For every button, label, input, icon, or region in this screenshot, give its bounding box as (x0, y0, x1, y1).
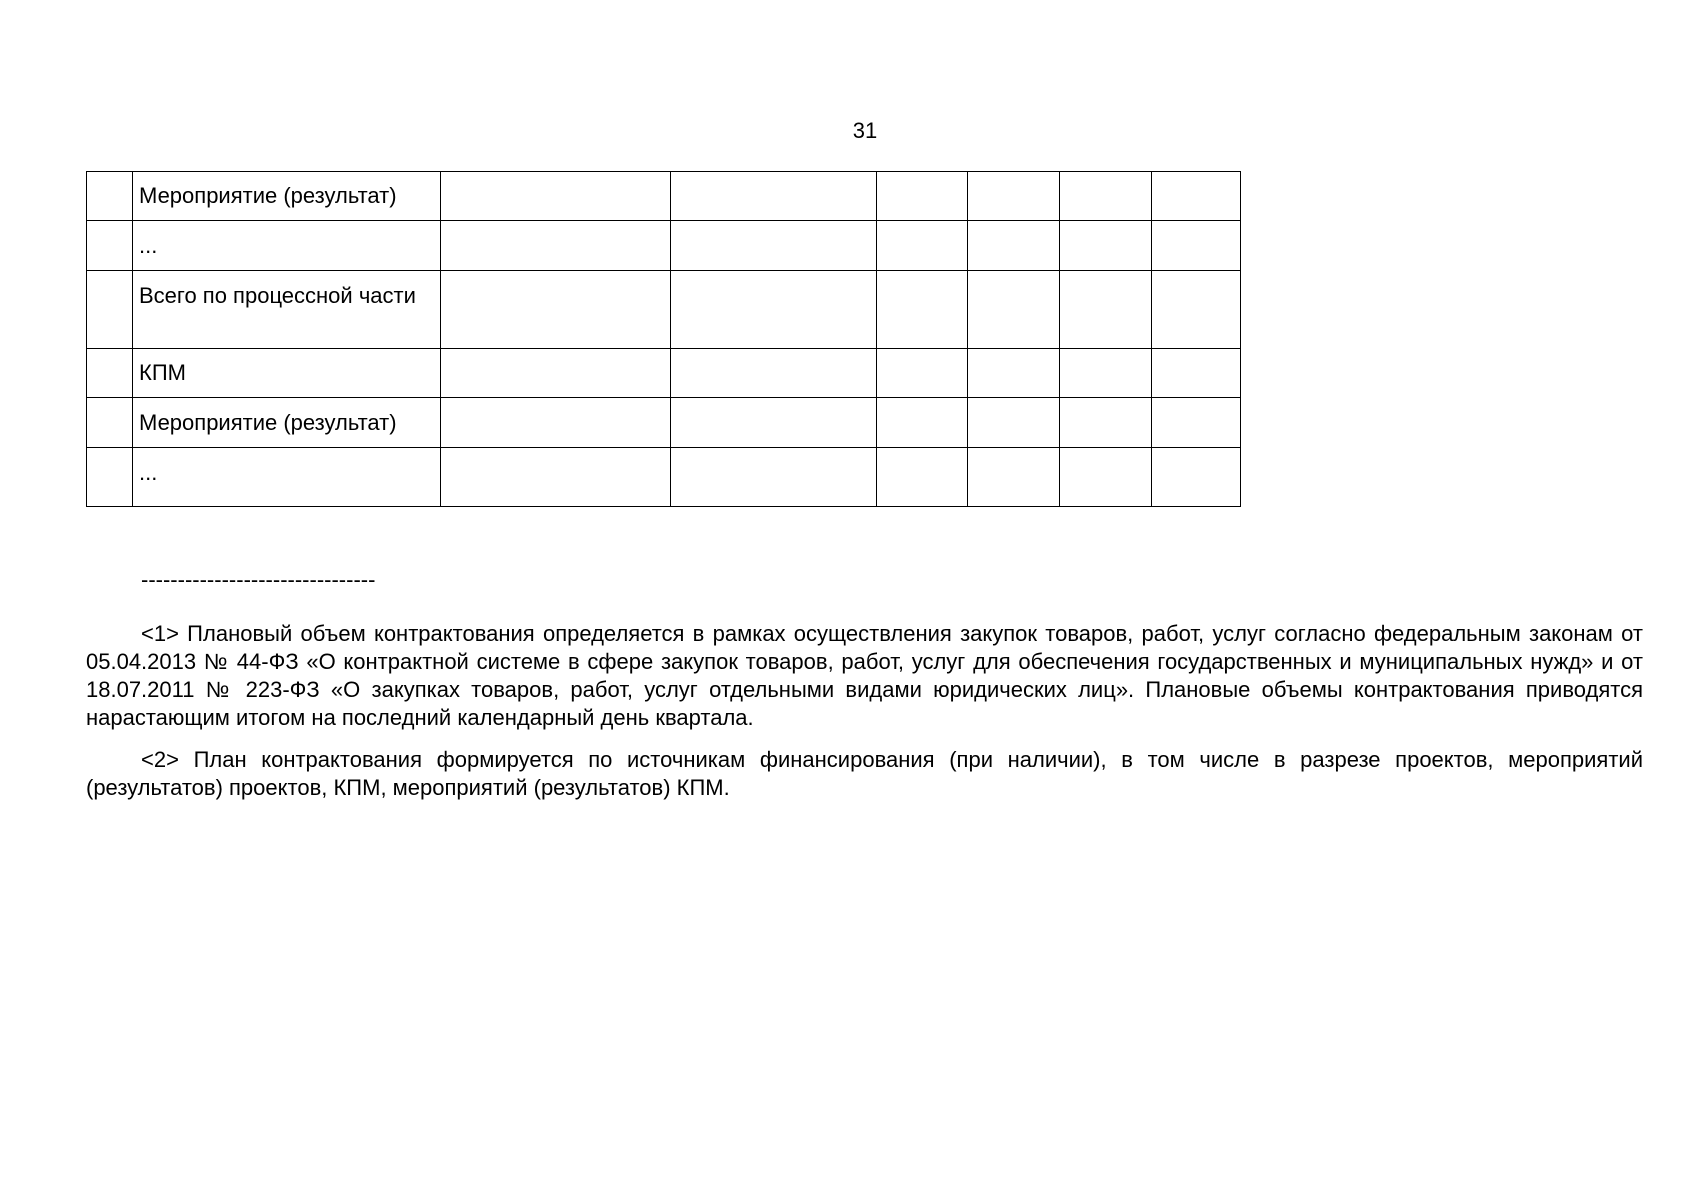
value-cell (671, 221, 877, 271)
value-cell (441, 448, 671, 507)
row-label-cell: ... (133, 221, 441, 271)
page-number: 31 (852, 118, 878, 143)
value-cell (441, 349, 671, 398)
table-row (87, 349, 1241, 398)
value-cell (671, 349, 877, 398)
value-cell (441, 398, 671, 448)
row-number-cell (87, 349, 133, 398)
value-cell (441, 271, 671, 349)
value-cell (968, 172, 1060, 221)
value-cell (1152, 271, 1241, 349)
value-cell (671, 448, 877, 507)
value-cell (877, 349, 968, 398)
value-cell (1152, 349, 1241, 398)
contracting-plan-table (86, 171, 1241, 507)
value-cell (1152, 221, 1241, 271)
value-cell (1152, 172, 1241, 221)
value-cell (671, 172, 877, 221)
row-number-cell (87, 172, 133, 221)
value-cell (1060, 349, 1152, 398)
value-cell (1152, 448, 1241, 507)
row-label-cell: Мероприятие (результат) (133, 172, 441, 221)
value-cell (877, 221, 968, 271)
row-number-cell (87, 221, 133, 271)
value-cell (1060, 398, 1152, 448)
value-cell (1060, 271, 1152, 349)
row-label-cell: Мероприятие (результат) (133, 398, 441, 448)
table-row (87, 448, 1241, 507)
value-cell (877, 448, 968, 507)
footnote-divider: -------------------------------- (141, 567, 376, 592)
value-cell (441, 172, 671, 221)
value-cell (968, 221, 1060, 271)
value-cell (968, 398, 1060, 448)
table-row (87, 398, 1241, 448)
value-cell (1060, 172, 1152, 221)
value-cell (968, 448, 1060, 507)
row-label-cell: КПМ (133, 349, 441, 398)
footnote-1: <1> Плановый объем контрактования определяется в рамках осуществления закупок товаров, работ, услуг согласно федеральным законам от 05.04.2013 № 44-ФЗ «О контрактной системе в сфере закупок товаров, работ, услуг для обеспечения государственных и муниципальных нужд» и от 18.07.2011 № 223-ФЗ «О закупках товаров, работ, услуг отдельными видами юридических лиц». Плановые объемы контрактования приводятся нарастающим итогом на последний календарный день квартала. (86, 621, 1643, 730)
row-label-cell: Всего по процессной части (133, 271, 441, 349)
value-cell (968, 271, 1060, 349)
row-label-cell: ... (133, 448, 441, 507)
value-cell (877, 398, 968, 448)
footnote-2: <2> План контрактования формируется по источникам финансирования (при наличии), в том числе в разрезе проектов, мероприятий (результатов) проектов, КПМ, мероприятий (результатов) КПМ. (86, 747, 1643, 800)
table-row (87, 221, 1241, 271)
value-cell (1152, 398, 1241, 448)
value-cell (671, 271, 877, 349)
footnotes-section (86, 566, 1643, 816)
value-cell (877, 172, 968, 221)
row-number-cell (87, 398, 133, 448)
value-cell (441, 221, 671, 271)
value-cell (1060, 221, 1152, 271)
row-number-cell (87, 271, 133, 349)
table-row (87, 271, 1241, 349)
table-row (87, 172, 1241, 221)
value-cell (968, 349, 1060, 398)
value-cell (877, 271, 968, 349)
value-cell (671, 398, 877, 448)
row-number-cell (87, 448, 133, 507)
value-cell (1060, 448, 1152, 507)
